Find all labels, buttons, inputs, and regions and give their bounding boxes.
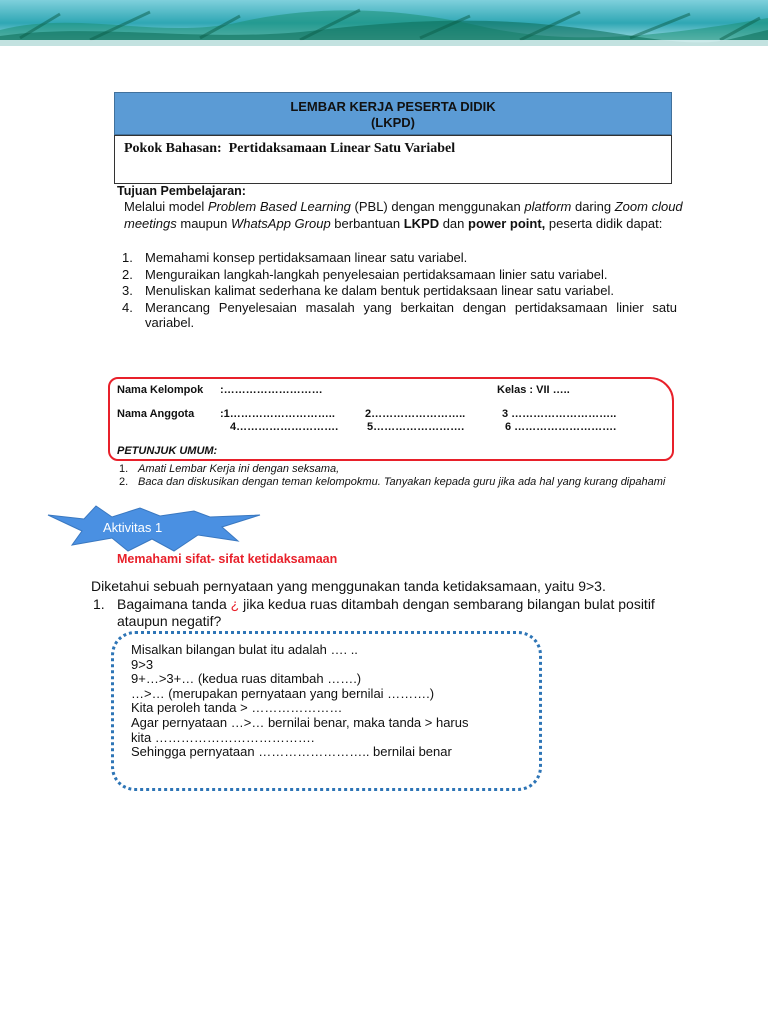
question-1: 1. Bagaimana tanda ¿ jika kedua ruas ditambah dengan sembarang bilangan bulat positif ataupun negatif?: [93, 596, 655, 629]
class-field[interactable]: Kelas : VII …..: [497, 384, 570, 396]
answer-line: …>… (merupakan pernyataan yang bernilai ……….): [131, 685, 435, 701]
decorative-banner: [0, 0, 768, 46]
objectives-list: [120, 250, 677, 331]
group-name-label: Nama Kelompok: [117, 384, 204, 396]
answer-line: Misalkan bilangan bulat itu adalah …. ..: [131, 642, 358, 657]
given-statement: Diketahui sebuah pernyataan yang menggunakan tanda ketidaksamaan, yaitu 9>3.: [91, 578, 606, 594]
member-field-6[interactable]: 6 ……………………….: [505, 421, 617, 433]
instructions-list: [117, 463, 677, 488]
member-field-4[interactable]: 4……………………….: [230, 421, 339, 433]
list-item: 4. Merancang Penyelesaian masalah yang berkaitan dengan pertidaksamaan linier satu variabel.: [122, 299, 677, 330]
group-name-field[interactable]: :………………………: [220, 384, 323, 396]
list-item: 3. Menuliskan kalimat sederhana ke dalam bentuk pertidaksaan linear satu variabel.: [122, 283, 614, 298]
answer-line: kita ……………………………….: [131, 729, 315, 745]
member-field-5[interactable]: 5…………………….: [367, 421, 465, 433]
list-item: 2. Menguraikan langkah-langkah penyelesaian pertidaksamaan linier satu variabel.: [122, 266, 608, 282]
subject-value: Pertidaksamaan Linear Satu Variabel: [228, 141, 456, 156]
list-item: 1. Memahami konsep pertidaksamaan linear satu variabel.: [122, 250, 468, 265]
list-item: 2. Baca dan diskusikan dengan teman kelompokmu. Tanyakan kepada guru jika ada hal yang kurang dipahami: [119, 475, 666, 488]
worksheet-title: LEMBAR KERJA PESERTA DIDIK: [290, 99, 496, 114]
inequality-sign-placeholder: ¿: [230, 596, 240, 612]
general-instructions-title: PETUNJUK UMUM:: [117, 445, 218, 457]
worksheet-subtitle: (LKPD): [370, 115, 416, 130]
answer-line: 9+…>3+… (kedua ruas ditambah …….): [131, 671, 362, 687]
subject-label: Pokok Bahasan:: [124, 141, 222, 156]
activity-label: Aktivitas 1: [103, 520, 163, 535]
activity-title: Memahami sifat- sifat ketidaksamaan: [117, 552, 338, 566]
answer-line: Sehingga pernyataan …………………….. bernilai benar: [131, 744, 452, 760]
answer-line: Kita peroleh tanda > …………………: [131, 700, 343, 716]
worksheet-header: [114, 92, 672, 135]
subject-box: [114, 135, 672, 184]
members-label: Nama Anggota: [117, 408, 195, 420]
answer-line: Agar pernyataan …>… bernilai benar, maka tanda > harus: [131, 714, 469, 730]
answer-line: 9>3: [131, 656, 154, 672]
member-field-3[interactable]: 3 ………………………..: [502, 408, 617, 420]
member-field-2[interactable]: 2……………………..: [365, 408, 466, 420]
list-item: 1. Amati Lembar Kerja ini dengan seksama,: [119, 463, 340, 475]
objectives-intro: Melalui model Problem Based Learning (PBL) dengan menggunakan platform daring Zoom cloud meetings maupun WhatsApp Group berbantuan LKPD dan power point, peserta didik dapat:: [124, 199, 683, 231]
objectives-title: Tujuan Pembelajaran:: [117, 184, 246, 198]
answer-lines[interactable]: [131, 643, 469, 760]
member-field-1[interactable]: :1………………………..: [220, 408, 335, 420]
